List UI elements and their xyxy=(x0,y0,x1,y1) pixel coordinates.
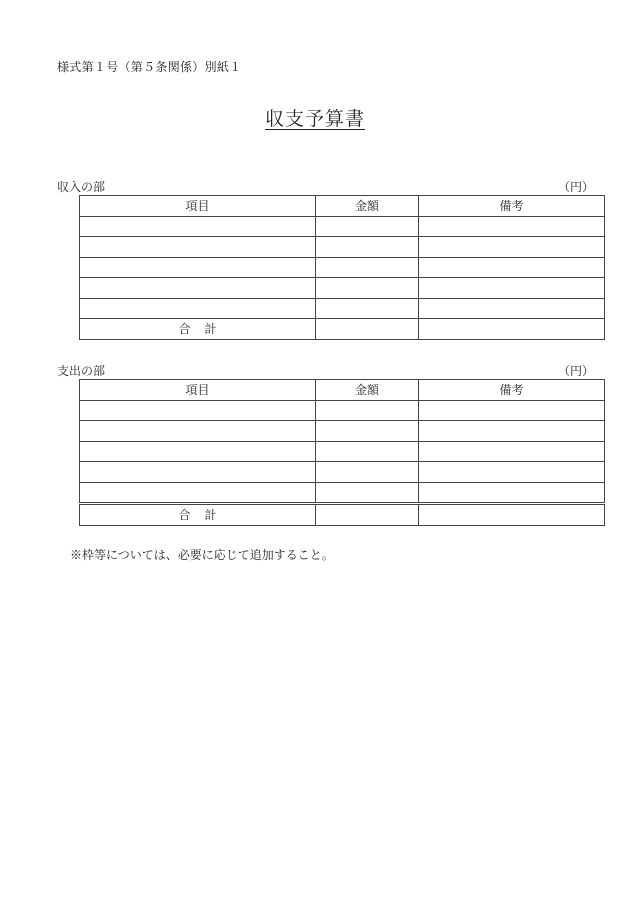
document-title-text: 収支予算書 xyxy=(264,108,365,130)
expense-unit-label: （円） xyxy=(557,364,594,378)
expense-total-notes-cell[interactable] xyxy=(419,504,605,526)
table-row xyxy=(80,257,605,278)
expense-amount-cell[interactable] xyxy=(316,421,419,442)
income-header-amount: 金額 xyxy=(316,196,419,217)
income-item-cell[interactable] xyxy=(80,257,316,278)
income-item-cell[interactable] xyxy=(80,237,316,258)
income-amount-cell[interactable] xyxy=(316,278,419,299)
expense-notes-cell[interactable] xyxy=(419,482,605,504)
table-row xyxy=(80,441,605,462)
income-amount-cell[interactable] xyxy=(316,216,419,237)
table-row xyxy=(80,400,605,421)
expense-section-label: 支出の部 xyxy=(57,364,106,378)
expense-table xyxy=(79,379,605,526)
expense-total-row xyxy=(80,504,605,526)
expense-amount-cell[interactable] xyxy=(316,400,419,421)
table-row xyxy=(80,237,605,258)
table-row xyxy=(80,298,605,319)
income-total-row xyxy=(80,319,605,340)
expense-notes-cell[interactable] xyxy=(419,462,605,483)
income-total-notes-cell[interactable] xyxy=(419,319,605,340)
income-total-label-text: 合計 xyxy=(178,322,231,337)
expense-amount-cell[interactable] xyxy=(316,462,419,483)
expense-total-label-text: 合計 xyxy=(178,508,231,523)
table-row xyxy=(80,421,605,442)
income-item-cell[interactable] xyxy=(80,298,316,319)
income-header-notes: 備考 xyxy=(419,196,605,217)
footnote: ※枠等については、必要に応じて追加すること。 xyxy=(70,548,334,562)
expense-amount-cell[interactable] xyxy=(316,482,419,504)
expense-item-cell[interactable] xyxy=(80,482,316,504)
income-notes-cell[interactable] xyxy=(419,216,605,237)
income-notes-cell[interactable] xyxy=(419,257,605,278)
income-header-row xyxy=(80,196,605,217)
income-notes-cell[interactable] xyxy=(419,298,605,319)
document-title xyxy=(0,104,630,131)
table-row xyxy=(80,216,605,237)
income-table xyxy=(79,195,605,340)
expense-header-item: 項目 xyxy=(80,380,316,401)
income-total-label xyxy=(80,319,316,340)
income-notes-cell[interactable] xyxy=(419,278,605,299)
expense-notes-cell[interactable] xyxy=(419,400,605,421)
income-total-amount-cell[interactable] xyxy=(316,319,419,340)
table-row xyxy=(80,278,605,299)
income-item-cell[interactable] xyxy=(80,216,316,237)
form-number: 様式第１号（第５条関係）別紙１ xyxy=(57,60,242,74)
expense-notes-cell[interactable] xyxy=(419,441,605,462)
expense-header-row xyxy=(80,380,605,401)
expense-notes-cell[interactable] xyxy=(419,421,605,442)
expense-total-label xyxy=(80,504,316,526)
income-amount-cell[interactable] xyxy=(316,237,419,258)
expense-item-cell[interactable] xyxy=(80,421,316,442)
income-section-label: 収入の部 xyxy=(57,180,106,194)
expense-total-amount-cell[interactable] xyxy=(316,504,419,526)
table-row xyxy=(80,482,605,504)
table-row xyxy=(80,462,605,483)
income-notes-cell[interactable] xyxy=(419,237,605,258)
income-header-item: 項目 xyxy=(80,196,316,217)
income-item-cell[interactable] xyxy=(80,278,316,299)
expense-item-cell[interactable] xyxy=(80,462,316,483)
income-amount-cell[interactable] xyxy=(316,257,419,278)
income-unit-label: （円） xyxy=(557,180,594,194)
expense-item-cell[interactable] xyxy=(80,400,316,421)
income-amount-cell[interactable] xyxy=(316,298,419,319)
expense-header-notes: 備考 xyxy=(419,380,605,401)
expense-item-cell[interactable] xyxy=(80,441,316,462)
expense-header-amount: 金額 xyxy=(316,380,419,401)
expense-amount-cell[interactable] xyxy=(316,441,419,462)
